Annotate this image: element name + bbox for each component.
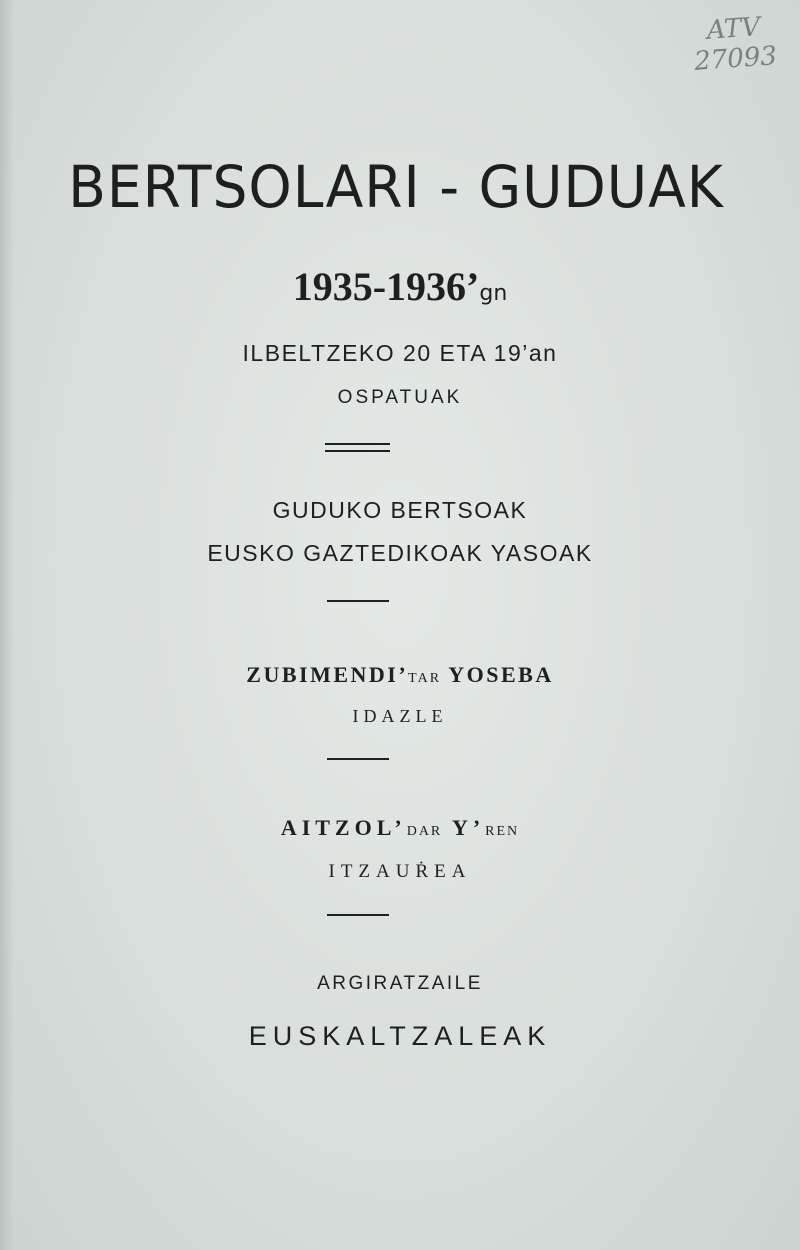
publisher-name: EUSKALTZALEAK bbox=[248, 1021, 552, 1051]
double-rule-divider bbox=[325, 443, 390, 452]
prologue-role: ITZAUṘEA bbox=[328, 861, 472, 882]
prologue-author-first: AITZOL’ bbox=[280, 815, 407, 840]
prologue-author-particle-1: DAR bbox=[406, 824, 443, 839]
catalog-mark-code: ATV bbox=[705, 12, 762, 46]
celebrated-line: OSPATUAK bbox=[337, 387, 463, 408]
binding-shadow bbox=[0, 0, 14, 1250]
author-particle: TAR bbox=[408, 671, 442, 686]
rule-divider-2 bbox=[327, 758, 389, 760]
author-first: ZUBIMENDI’ bbox=[246, 662, 409, 687]
prologue-author-line bbox=[0, 813, 800, 847]
catalog-mark-number: 27093 bbox=[693, 41, 778, 77]
subtitle-line-1: GUDUKO BERTSOAK bbox=[272, 497, 528, 523]
prologue-author-second: Y’ bbox=[451, 815, 486, 840]
prologue-author-particle-2: REN bbox=[485, 824, 520, 839]
subtitle-line-2: EUSKO GAZTEDIKOAK YASOAK bbox=[207, 540, 593, 566]
author-role: IDAZLE bbox=[352, 706, 448, 726]
book-title: BERTSOLARI - GUDUAK bbox=[68, 153, 724, 221]
rule-divider-1 bbox=[327, 600, 389, 602]
years-main: 1935-1936’ bbox=[292, 264, 480, 309]
years-line bbox=[0, 262, 800, 319]
years-suffix: gn bbox=[479, 281, 508, 306]
publisher-label: ARGIRATZAILE bbox=[317, 973, 483, 994]
author-last: YOSEBA bbox=[448, 662, 554, 687]
date-line: ILBELTZEKO 20 ETA 19’an bbox=[242, 340, 558, 366]
handwritten-catalog-mark bbox=[685, 11, 784, 77]
author-line bbox=[0, 660, 800, 694]
rule-divider-3 bbox=[327, 914, 389, 916]
